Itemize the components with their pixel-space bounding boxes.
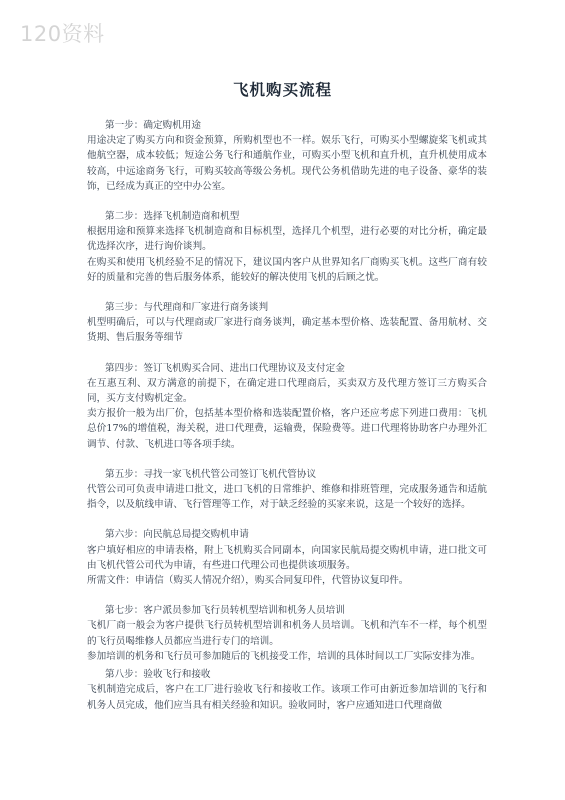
document-body bbox=[87, 118, 487, 728]
step-paragraph: 根据用途和预算来选择飞机制造商和目标机型，选择几个机型，进行必要的对比分析，确定最优选择次序，进行询价谈判。 bbox=[87, 226, 487, 253]
step-paragraph: 参加培训的机务和飞行员可参加随后的飞机接受工作，培训的具体时间以工厂实际安排为准。 bbox=[87, 650, 481, 662]
step-section bbox=[87, 118, 487, 194]
step-heading: 第六步：向民航总局提交购机申请 bbox=[105, 529, 249, 541]
step-section bbox=[87, 467, 487, 513]
step-paragraph: 客户填好相应的申请表格，附上飞机购买合同副本，向国家民航局提交购机申请，进口批文可由飞机代管公司代为申请，有些进口代理公司也提供该项服务。 bbox=[87, 544, 487, 571]
step-section bbox=[87, 603, 487, 664]
step-paragraph: 机型明确后，可以与代理商或厂家进行商务谈判，确定基本型价格、选装配置、备用航材、交货期、售后服务等细节 bbox=[87, 317, 487, 344]
step-paragraph: 在购买和使用飞机经验不足的情况下，建议国内客户从世界知名厂商购买飞机。这些厂商有较好的质量和完善的售后服务体系，能较好的解决使用飞机的后顾之忧。 bbox=[87, 256, 487, 283]
step-paragraph: 飞机厂商一般会为客户提供飞行员转机型培训和机务人员培训。飞机和汽车不一样，每个机型的飞行员喝维修人员都应当进行专门的培训。 bbox=[87, 620, 487, 647]
step-section bbox=[87, 667, 487, 713]
step-section bbox=[87, 209, 487, 285]
watermark-logo: 120资料 bbox=[20, 22, 105, 46]
step-heading: 第一步：确定购机用途 bbox=[105, 120, 201, 131]
step-paragraph: 在互惠互利、双方满意的前提下，在确定进口代理商后，买卖双方及代理方签订三方购买合同，买方支付购机定金。 bbox=[87, 377, 487, 405]
step-paragraph: 用途决定了购买方向和资金预算，所购机型也不一样。娱乐飞行，可购买小型螺旋桨飞机或其他航空器，成本较低；短途公务飞行和通航作业，可购买小型飞机和直升机，直升机使用成本较高，中远途商务飞行，可购买较高等级公务机。现代公务机借助先进的电子设备、豪华的装饰，已经成为真正的空中办公室。 bbox=[87, 135, 487, 192]
step-paragraph: 飞机制造完成后，客户在工厂进行验收飞行和接收工作。该项工作可由新近参加培训的飞行和机务人员完成，他们应当具有相关经验和知识。验收同时，客户应通知进口代理商做 bbox=[87, 684, 487, 711]
step-paragraph: 所需文件：申请信（购买人情况介绍），购买合同复印件，代管协议复印件。 bbox=[87, 575, 409, 587]
step-heading: 第八步：验收飞行和接收 bbox=[105, 669, 211, 681]
document-title: 飞机购买流程 bbox=[232, 80, 332, 99]
step-heading: 第七步：客户派员参加飞行员转机型培训和机务人员培训 bbox=[105, 605, 345, 617]
step-paragraph: 卖方报价一般为出厂价，包括基本型价格和选装配置价格，客户还应考虑下列进口费用：飞机总价17%的增值税，海关税，进口代理费，运输费，保险费等。进口代理将协助客户办理外汇调节、付款、飞机进口等各项手续。 bbox=[87, 408, 487, 450]
step-heading: 第三步：与代理商和厂家进行商务谈判 bbox=[105, 302, 269, 314]
step-heading: 第五步：寻找一家飞机代管公司签订飞机代管协议 bbox=[105, 468, 317, 480]
step-paragraph: 代管公司可负责申请进口批文，进口飞机的日常维护、维修和排班管理，完成服务通告和适航指令，以及航线申请、飞行管理等工作，对于缺乏经验的买家来说，这是一个较好的选择。 bbox=[87, 484, 487, 511]
step-heading: 第四步：签订飞机购买合同、进出口代理协议及支付定金 bbox=[105, 362, 345, 374]
step-section bbox=[87, 300, 487, 346]
step-section bbox=[87, 527, 487, 588]
step-section bbox=[87, 361, 487, 452]
step-heading: 第二步：选择飞机制造商和机型 bbox=[105, 211, 240, 223]
